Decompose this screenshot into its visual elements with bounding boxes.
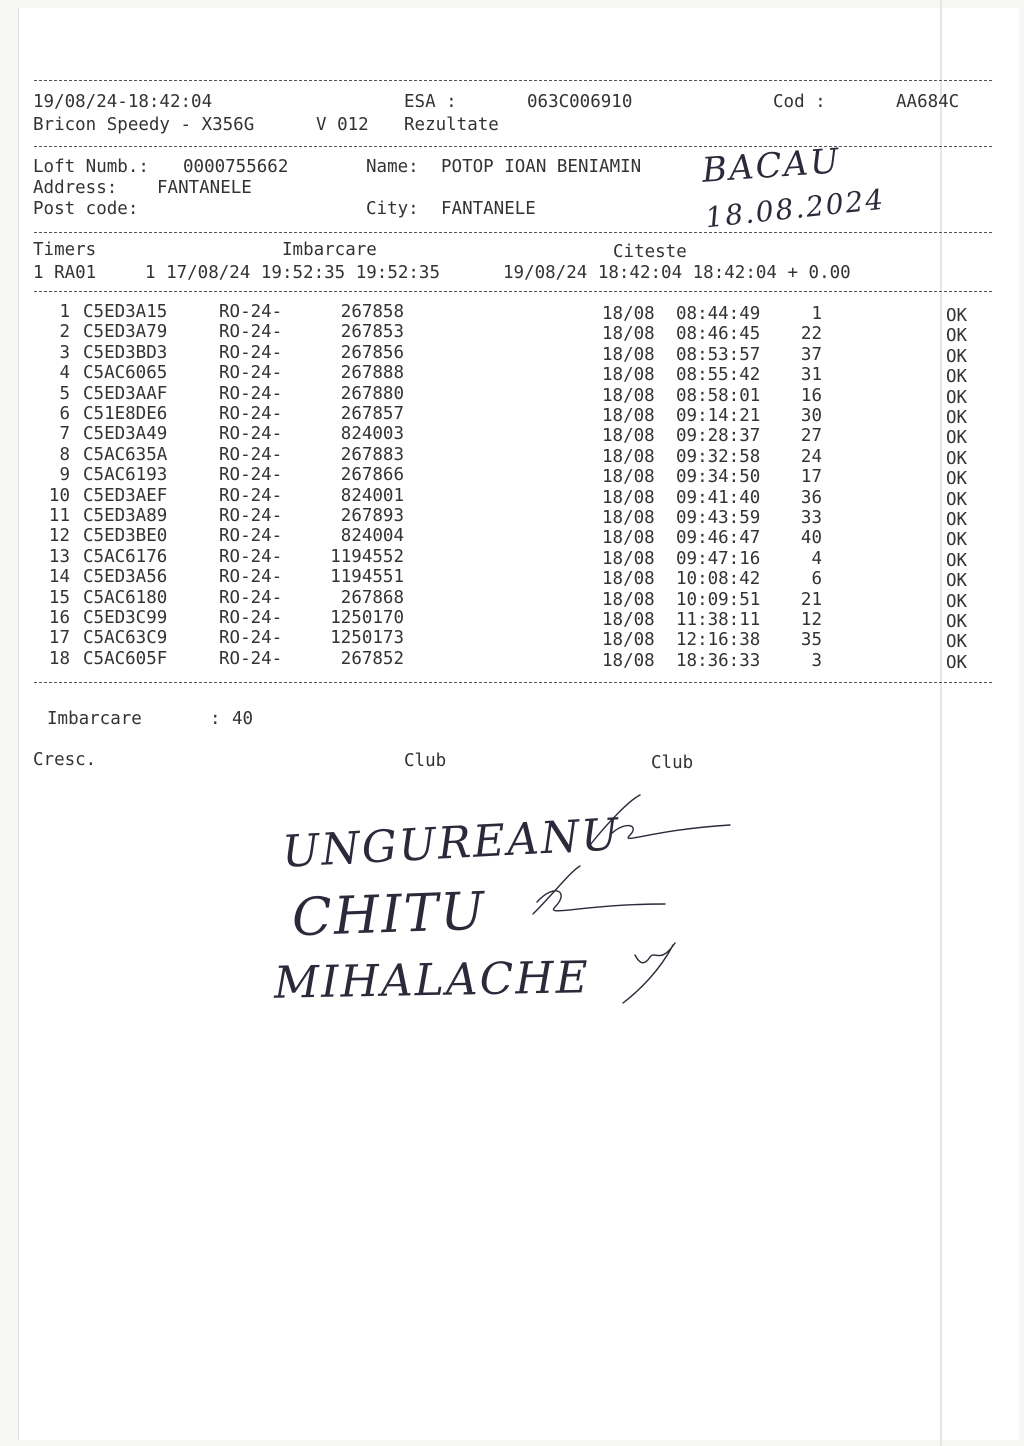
ring-number: 267880 — [340, 383, 404, 404]
ring-number: 1194551 — [330, 567, 404, 588]
ring-prefix: RO-24- — [219, 587, 283, 608]
esa-value: 063C006910 — [527, 92, 633, 112]
row-index: 4 — [59, 363, 70, 384]
status-ok: OK — [946, 448, 968, 469]
arrival-date: 18/08 — [602, 324, 655, 345]
ring-number: 267893 — [340, 506, 404, 526]
results-sheet — [18, 8, 1019, 1440]
loft-number: 0000755662 — [183, 157, 289, 177]
name-label: Name: — [366, 157, 419, 177]
esa-label: ESA : — [404, 92, 457, 112]
divider — [34, 232, 992, 233]
status-ok: OK — [946, 530, 968, 551]
status-ok: OK — [946, 632, 968, 653]
arrival-time: 09:43:59 — [676, 508, 761, 528]
arrival-date: 18/08 — [602, 589, 655, 610]
chip-id: C5AC6180 — [83, 587, 168, 608]
signature-scribble-1 — [580, 790, 740, 850]
arrival-date: 18/08 — [602, 610, 655, 630]
ring-number: 267868 — [340, 587, 404, 608]
timers-title: Timers — [33, 240, 97, 260]
arrival-time: 09:14:21 — [676, 406, 761, 426]
ring-prefix: RO-24- — [219, 424, 283, 445]
status-ok: OK — [946, 428, 968, 449]
ring-number: 267857 — [340, 404, 404, 424]
arrival-date: 18/08 — [602, 548, 655, 569]
boarding-position: 31 — [800, 365, 822, 386]
ring-number: 267883 — [340, 444, 404, 465]
boarding-position: 36 — [800, 487, 822, 508]
arrival-time: 08:44:49 — [676, 304, 761, 324]
chip-id: C5ED3AAF — [83, 383, 168, 404]
timer-id: 1 RA01 — [33, 263, 97, 283]
boarding-position: 22 — [800, 324, 822, 345]
device-version: V 012 — [316, 115, 369, 135]
boarding-position: 6 — [811, 569, 822, 590]
chip-id: C5ED3A49 — [83, 424, 168, 445]
boarded-separator: : — [210, 709, 221, 729]
status-ok: OK — [946, 326, 968, 347]
ring-number: 267853 — [340, 322, 404, 343]
divider — [34, 146, 992, 147]
ring-prefix: RO-24- — [219, 608, 283, 628]
arrival-date: 18/08 — [602, 385, 655, 406]
status-ok: OK — [946, 367, 968, 388]
address-value: FANTANELE — [157, 178, 252, 198]
handwritten-signer-3: MIHALACHE — [273, 952, 591, 1009]
signature-scribble-3 — [615, 935, 695, 1015]
row-index: 18 — [48, 648, 70, 669]
ring-number: 267852 — [340, 648, 404, 669]
arrival-time: 09:41:40 — [676, 487, 761, 508]
ring-prefix: RO-24- — [219, 465, 283, 486]
timer-boarding: 1 17/08/24 19:52:35 19:52:35 — [145, 263, 441, 283]
arrival-date: 18/08 — [602, 508, 655, 528]
paper-fold-line — [940, 0, 942, 1446]
arrival-time: 09:32:58 — [676, 446, 761, 467]
chip-id: C5AC63C9 — [83, 628, 168, 649]
arrival-date: 18/08 — [602, 344, 655, 365]
ring-number: 1250173 — [330, 628, 404, 649]
arrival-date: 18/08 — [602, 365, 655, 386]
status-ok: OK — [946, 550, 968, 571]
arrival-time: 08:55:42 — [676, 365, 761, 386]
breeder-label: Cresc. — [33, 750, 97, 770]
city-label: City: — [366, 199, 419, 219]
status-ok: OK — [946, 489, 968, 510]
row-index: 10 — [48, 485, 70, 506]
row-index: 9 — [59, 465, 70, 486]
chip-id: C5AC6176 — [83, 546, 168, 567]
ring-number: 1250170 — [330, 608, 404, 628]
ring-number: 267866 — [340, 465, 404, 486]
row-index: 6 — [59, 404, 70, 424]
ring-prefix: RO-24- — [219, 526, 283, 547]
handwritten-signer-2: CHITU — [291, 881, 488, 949]
boarding-position: 12 — [800, 610, 822, 630]
ring-prefix: RO-24- — [219, 302, 283, 322]
ring-number: 824004 — [340, 526, 404, 547]
status-ok: OK — [946, 652, 968, 673]
arrival-date: 18/08 — [602, 650, 655, 671]
arrival-time: 18:36:33 — [676, 650, 761, 671]
club-label-1: Club — [404, 751, 447, 771]
status-ok: OK — [946, 346, 968, 367]
arrival-time: 09:28:37 — [676, 426, 761, 447]
chip-id: C5AC6065 — [83, 363, 168, 384]
loft-label: Loft Numb.: — [33, 157, 149, 177]
handwritten-date: 18.08.2024 — [703, 182, 887, 235]
ring-number: 267856 — [340, 342, 404, 363]
row-index: 8 — [59, 444, 70, 465]
row-index: 2 — [59, 322, 70, 343]
ring-number: 267858 — [340, 302, 404, 322]
arrival-date: 18/08 — [602, 487, 655, 508]
report-type: Rezultate — [404, 115, 499, 135]
status-ok: OK — [946, 591, 968, 612]
boarding-position: 30 — [800, 406, 822, 426]
chip-id: C5ED3A15 — [83, 302, 168, 322]
ring-prefix: RO-24- — [219, 546, 283, 567]
cod-value: AA684C — [896, 92, 960, 112]
chip-id: C5ED3A89 — [83, 506, 168, 526]
arrival-time: 08:53:57 — [676, 344, 761, 365]
arrival-time: 10:09:51 — [676, 589, 761, 610]
arrival-date: 18/08 — [602, 304, 655, 324]
arrival-time: 09:34:50 — [676, 467, 761, 488]
status-ok: OK — [946, 571, 968, 592]
ring-prefix: RO-24- — [219, 322, 283, 343]
boarding-position: 24 — [800, 446, 822, 467]
arrival-date: 18/08 — [602, 467, 655, 488]
timer-reading: 19/08/24 18:42:04 18:42:04 + 0.00 — [503, 263, 851, 283]
timers-boarding-header: Imbarcare — [282, 240, 377, 260]
arrival-time: 09:47:16 — [676, 548, 761, 569]
status-ok: OK — [946, 612, 968, 632]
chip-id: C5ED3BE0 — [83, 526, 168, 547]
chip-id: C5AC605F — [83, 648, 168, 669]
ring-prefix: RO-24- — [219, 404, 283, 424]
divider — [34, 682, 992, 683]
club-label-2: Club — [651, 753, 694, 773]
row-index: 3 — [59, 342, 70, 363]
ring-prefix: RO-24- — [219, 567, 283, 588]
ring-number: 267888 — [340, 363, 404, 384]
row-index: 14 — [48, 567, 70, 588]
status-ok: OK — [946, 306, 968, 326]
boarding-position: 4 — [811, 548, 822, 569]
boarded-count: 40 — [232, 709, 254, 729]
arrival-date: 18/08 — [602, 406, 655, 426]
boarding-position: 16 — [800, 385, 822, 406]
chip-id: C51E8DE6 — [83, 404, 168, 424]
arrival-time: 10:08:42 — [676, 569, 761, 590]
arrival-date: 18/08 — [602, 630, 655, 651]
row-index: 16 — [48, 608, 70, 628]
chip-id: C5AC6193 — [83, 465, 168, 486]
boarding-position: 37 — [800, 344, 822, 365]
address-label: Address: — [33, 178, 118, 198]
boarding-position: 1 — [811, 304, 822, 324]
chip-id: C5ED3A79 — [83, 322, 168, 343]
boarding-position: 3 — [811, 650, 822, 671]
signature-scribble-2 — [525, 862, 685, 922]
status-ok: OK — [946, 408, 968, 428]
fancier-name: POTOP IOAN BENIAMIN — [441, 157, 642, 177]
boarding-position: 33 — [800, 508, 822, 528]
ring-number: 824003 — [340, 424, 404, 445]
handwritten-signer-1: UNGUREANU — [280, 809, 622, 878]
city-value: FANTANELE — [441, 199, 536, 219]
arrival-date: 18/08 — [602, 446, 655, 467]
arrival-date: 18/08 — [602, 528, 655, 549]
ring-prefix: RO-24- — [219, 383, 283, 404]
cod-label: Cod : — [773, 92, 826, 112]
row-index: 5 — [59, 383, 70, 404]
ring-number: 1194552 — [330, 546, 404, 567]
boarding-position: 40 — [800, 528, 822, 549]
boarding-position: 27 — [800, 426, 822, 447]
arrival-time: 08:58:01 — [676, 385, 761, 406]
arrival-date: 18/08 — [602, 569, 655, 590]
print-datetime: 19/08/24-18:42:04 — [33, 92, 213, 112]
arrival-time: 09:46:47 — [676, 528, 761, 549]
row-index: 12 — [48, 526, 70, 547]
handwritten-place: BACAU — [700, 141, 842, 191]
boarding-position: 17 — [800, 467, 822, 488]
arrival-time: 12:16:38 — [676, 630, 761, 651]
row-index: 11 — [48, 506, 70, 526]
ring-number: 824001 — [340, 485, 404, 506]
chip-id: C5ED3AEF — [83, 485, 168, 506]
row-index: 15 — [48, 587, 70, 608]
arrival-time: 08:46:45 — [676, 324, 761, 345]
row-index: 7 — [59, 424, 70, 445]
ring-prefix: RO-24- — [219, 506, 283, 526]
row-index: 17 — [48, 628, 70, 649]
status-ok: OK — [946, 469, 968, 490]
ring-prefix: RO-24- — [219, 342, 283, 363]
status-ok: OK — [946, 510, 968, 530]
postcode-label: Post code: — [33, 199, 139, 219]
row-index: 13 — [48, 546, 70, 567]
boarded-label: Imbarcare — [47, 709, 142, 729]
arrival-time: 11:38:11 — [676, 610, 761, 630]
chip-id: C5ED3C99 — [83, 608, 168, 628]
divider — [34, 291, 992, 292]
timers-read-header: Citeste — [613, 242, 687, 262]
chip-id: C5AC635A — [83, 444, 168, 465]
ring-prefix: RO-24- — [219, 485, 283, 506]
status-ok: OK — [946, 387, 968, 408]
boarding-position: 21 — [800, 589, 822, 610]
chip-id: C5ED3BD3 — [83, 342, 168, 363]
ring-prefix: RO-24- — [219, 628, 283, 649]
divider — [34, 80, 992, 81]
row-index: 1 — [59, 302, 70, 322]
arrival-date: 18/08 — [602, 426, 655, 447]
chip-id: C5ED3A56 — [83, 567, 168, 588]
ring-prefix: RO-24- — [219, 648, 283, 669]
device-name: Bricon Speedy - X356G — [33, 115, 255, 135]
boarding-position: 35 — [800, 630, 822, 651]
ring-prefix: RO-24- — [219, 444, 283, 465]
ring-prefix: RO-24- — [219, 363, 283, 384]
